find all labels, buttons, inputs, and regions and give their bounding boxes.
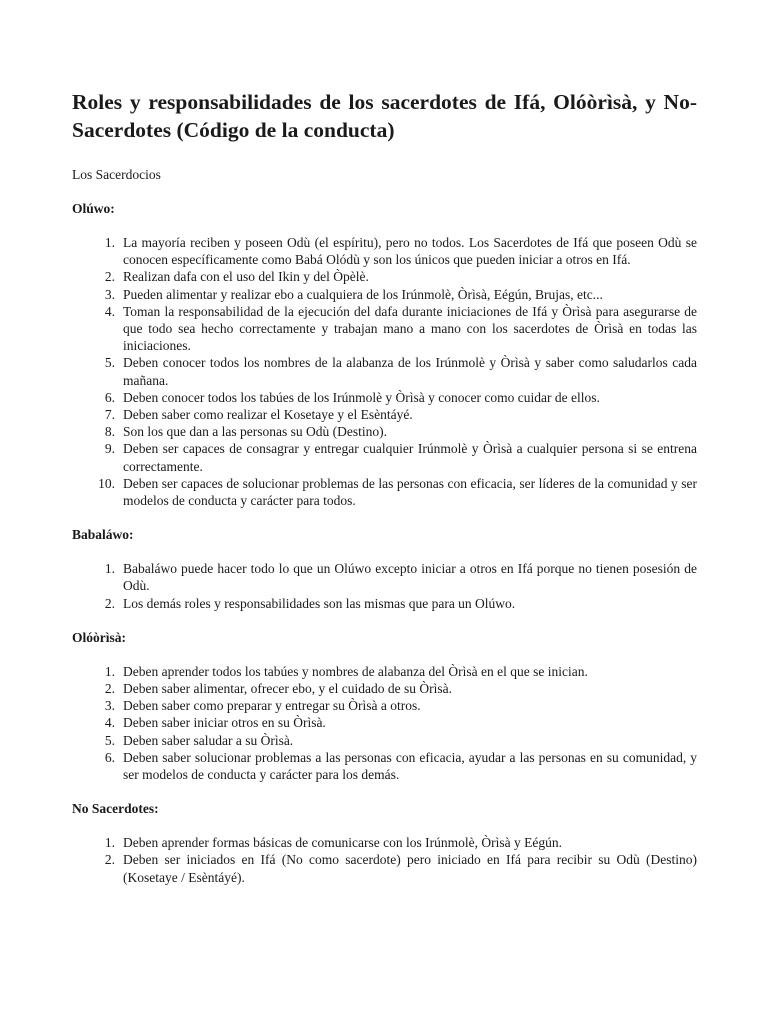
- list-item-number: 2.: [104, 595, 115, 611]
- list-item: [72, 234, 697, 268]
- list-item: [72, 475, 697, 509]
- list-item-number: 10.: [98, 475, 115, 491]
- list-item: [72, 389, 697, 406]
- list-item-text: Los demás roles y responsabilidades son las mismas que para un Olúwo.: [123, 595, 516, 611]
- list-item-number: 4.: [104, 303, 115, 319]
- list-item: [72, 440, 697, 474]
- list-item-text: Deben aprender todos los tabúes y nombres de alabanza del Òrìsà en el que se inician.: [123, 663, 588, 679]
- list-item-number: 1.: [104, 561, 115, 577]
- numbered-list: [72, 834, 697, 886]
- numbered-list: [72, 663, 697, 783]
- list-item-number: 5.: [104, 732, 115, 748]
- list-item-text: Deben saber saludar a su Òrìsà.: [123, 732, 294, 748]
- list-item: [72, 286, 697, 303]
- section-heading-babalawo: Babaláwo:: [72, 527, 134, 543]
- list-item-number: 8.: [104, 424, 115, 440]
- list-item-number: 2.: [104, 269, 115, 285]
- list-item-text: Son los que dan a las personas su Odù (Destino).: [123, 424, 387, 440]
- list-item-number: 1.: [104, 235, 115, 250]
- list-item: [72, 560, 697, 594]
- list-item-text: Deben ser capaces de consagrar y entregar cualquier Irúnmolè y Òrìsà a cualquier persona si se entrena correctamente.: [123, 441, 697, 474]
- list-item: [72, 697, 697, 714]
- section-heading-oluwo: Olúwo:: [72, 201, 115, 216]
- list-item-text: Realizan dafa con el uso del Ikin y del Òpèlè.: [123, 269, 369, 285]
- list-item-text: Deben saber iniciar otros en su Òrìsà.: [123, 715, 326, 731]
- section-heading-no-sacerdotes: No Sacerdotes:: [72, 801, 159, 817]
- list-item: [72, 268, 697, 285]
- list-item: [72, 834, 697, 851]
- list-item-number: 3.: [104, 698, 115, 714]
- list-item-number: 3.: [104, 286, 115, 302]
- sections-container: [72, 200, 697, 886]
- list-item-number: 2.: [104, 681, 115, 697]
- numbered-list: [72, 234, 697, 509]
- list-item: [72, 851, 697, 885]
- list-item-number: 7.: [104, 407, 115, 423]
- section-heading-oloorisa: Olóòrìsà:: [72, 629, 126, 645]
- list-item-number: 6.: [104, 389, 115, 405]
- list-item: [72, 354, 697, 388]
- list-item-text: Deben ser iniciados en Ifá (No como sacerdote) pero iniciado en Ifá para recibir su Odù (Destino) (Kosetaye / Esèntáyé).: [123, 852, 697, 885]
- list-item-text: Deben aprender formas básicas de comunicarse con los Irúnmolè, Òrìsà y Eégún.: [123, 835, 562, 851]
- list-item-number: 5.: [104, 355, 115, 371]
- list-item-number: 4.: [104, 715, 115, 731]
- list-item-number: 1.: [104, 835, 115, 851]
- list-item-text: Deben saber como realizar el Kosetaye y el Esèntáyé.: [123, 407, 413, 423]
- list-item: [72, 680, 697, 697]
- list-item-text: Deben conocer todos los tabúes de los Irúnmolè y Òrìsà y conocer como cuidar de ellos.: [123, 389, 600, 405]
- list-item-text: Deben saber solucionar problemas a las personas con eficacia, ayudar a las personas en su comunidad, y ser modelos de conducta y carácter para los demás.: [123, 749, 697, 783]
- list-item: [72, 732, 697, 749]
- list-item: [72, 595, 697, 612]
- list-item-text: Deben ser capaces de solucionar problemas de las personas con eficacia, ser líderes de la comunidad y ser modelos de conducta y carácter para todos.: [123, 475, 697, 509]
- list-item-text: Babaláwo puede hacer todo lo que un Olúwo excepto iniciar a otros en Ifá porque no tienen posesión de Odù.: [123, 561, 697, 594]
- list-item: [72, 663, 697, 680]
- list-item: [72, 423, 697, 440]
- list-item: [72, 406, 697, 423]
- list-item-text: Toman la responsabilidad de la ejecución del dafa durante iniciaciones de Ifá y Òrìsà para asegurarse de que todo sea hecho correctamente y trabajan mano a mano con los sacerdotes de Òrìsà en todas las iniciaciones.: [123, 303, 697, 354]
- list-item-text: Pueden alimentar y realizar ebo a cualquiera de los Irúnmolè, Òrìsà, Eégún, Brujas, etc...: [123, 286, 603, 302]
- list-item-text: La mayoría reciben y poseen Odù (el espíritu), pero no todos. Los Sacerdotes de Ifá que poseen Odù se conocen específicamente como Babá Olódù y son los únicos que pueden iniciar a otros en Ifá.: [123, 235, 697, 268]
- list-item: [72, 714, 697, 731]
- list-item: [72, 749, 697, 783]
- list-item: [72, 303, 697, 355]
- document-subtitle: Los Sacerdocios: [72, 167, 161, 182]
- list-item-text: Deben conocer todos los nombres de la alabanza de los Irúnmolè y Òrìsà y saber como saludarlos cada mañana.: [123, 355, 697, 388]
- list-item-number: 1.: [104, 663, 115, 679]
- list-item-text: Deben saber alimentar, ofrecer ebo, y el cuidado de su Òrìsà.: [123, 681, 452, 697]
- list-item-number: 6.: [104, 749, 115, 765]
- numbered-list: [72, 560, 697, 612]
- list-item-number: 9.: [104, 441, 115, 457]
- document-title: Roles y responsabilidades de los sacerdotes de Ifá, Olóòrìsà, y No-Sacerdotes (Código de la conducta): [72, 90, 697, 142]
- list-item-text: Deben saber como preparar y entregar su Òrìsà a otros.: [123, 698, 421, 714]
- list-item-number: 2.: [104, 852, 115, 868]
